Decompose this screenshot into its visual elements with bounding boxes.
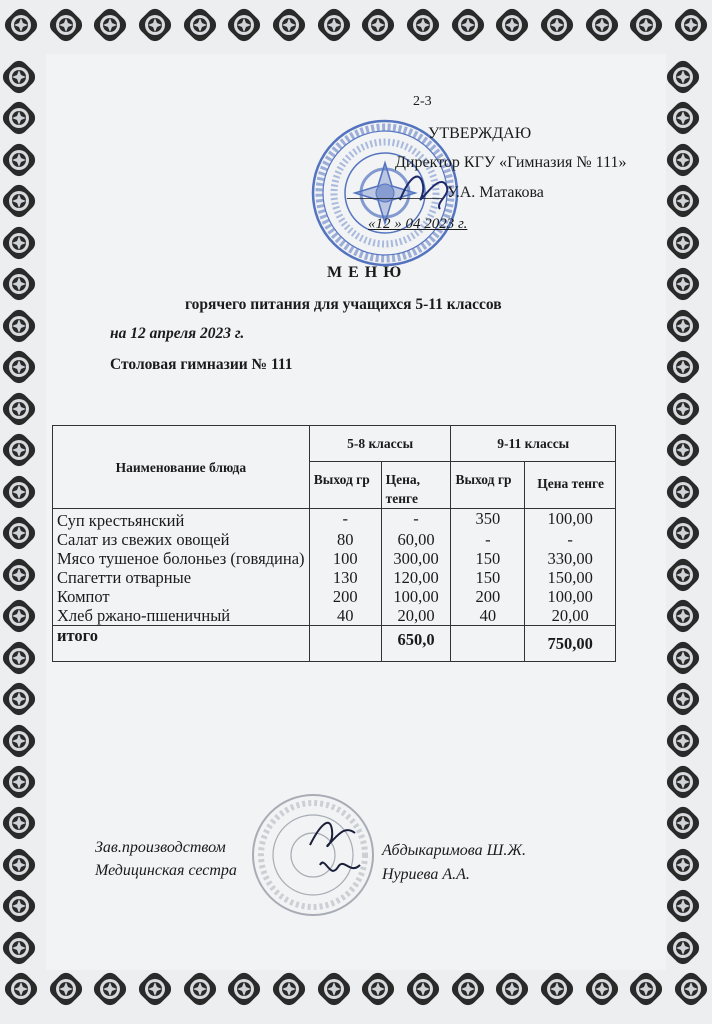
- handwritten-signature-icon: [395, 165, 455, 215]
- dish-a-yield: -: [309, 509, 381, 531]
- dish-b-yield: 350: [451, 509, 525, 531]
- flower-ornament-icon: [406, 8, 440, 42]
- dish-b-price: 20,00: [525, 606, 616, 626]
- dish-a-price: 120,00: [381, 568, 451, 587]
- flower-ornament-icon: [2, 184, 36, 218]
- role-production-manager: Зав.производством: [95, 839, 226, 856]
- dish-b-price: -: [525, 530, 616, 549]
- dish-a-price: 60,00: [381, 530, 451, 549]
- dish-b-price: 100,00: [525, 587, 616, 606]
- flower-ornament-icon: [2, 475, 36, 509]
- table-row: [53, 587, 616, 606]
- dish-a-yield: 200: [309, 587, 381, 606]
- flower-ornament-icon: [272, 8, 306, 42]
- flower-ornament-icon: [2, 350, 36, 384]
- dish-a-price: 100,00: [381, 587, 451, 606]
- role-nurse: Медицинская сестра: [95, 862, 237, 879]
- flower-ornament-icon: [585, 8, 619, 42]
- flower-ornament-icon: [2, 309, 36, 343]
- dish-b-yield: 40: [451, 606, 525, 626]
- flower-ornament-icon: [495, 8, 529, 42]
- menu-date: на 12 апреля 2023 г.: [110, 325, 245, 342]
- flower-ornament-icon: [93, 972, 127, 1006]
- handwritten-signature-bottom-icon: [300, 805, 370, 895]
- flower-ornament-icon: [666, 433, 700, 467]
- flower-ornament-icon: [183, 972, 217, 1006]
- flower-ornament-icon: [361, 972, 395, 1006]
- table-row: [53, 509, 616, 531]
- dish-name: Компот: [53, 587, 310, 606]
- flower-ornament-icon: [227, 8, 261, 42]
- flower-ornament-icon: [4, 8, 38, 42]
- flower-ornament-icon: [93, 8, 127, 42]
- total-label: итого: [53, 626, 310, 662]
- flower-ornament-icon: [674, 8, 708, 42]
- flower-ornament-icon: [2, 641, 36, 675]
- flower-ornament-icon: [2, 724, 36, 758]
- dish-b-price: 330,00: [525, 549, 616, 568]
- total-b: 750,00: [525, 626, 616, 662]
- flower-ornament-icon: [666, 848, 700, 882]
- header-group-5-8: 5-8 классы: [309, 426, 451, 462]
- flower-ornament-icon: [666, 184, 700, 218]
- flower-ornament-icon: [666, 682, 700, 716]
- border-right: [666, 60, 712, 965]
- dish-name: Мясо тушеное болоньез (говядина): [53, 549, 310, 568]
- flower-ornament-icon: [2, 682, 36, 716]
- menu-rows: [53, 509, 616, 662]
- flower-ornament-icon: [2, 60, 36, 94]
- flower-ornament-icon: [666, 765, 700, 799]
- flower-ornament-icon: [2, 516, 36, 550]
- canteen-name: Столовая гимназии № 111: [110, 356, 293, 373]
- flower-ornament-icon: [666, 516, 700, 550]
- menu-title: М Е Н Ю: [327, 264, 403, 281]
- border-top: [0, 8, 712, 54]
- flower-ornament-icon: [451, 972, 485, 1006]
- flower-ornament-icon: [2, 392, 36, 426]
- page-marker: 2-3: [413, 94, 432, 109]
- flower-ornament-icon: [666, 392, 700, 426]
- flower-ornament-icon: [666, 309, 700, 343]
- flower-ornament-icon: [666, 60, 700, 94]
- dish-a-yield: 130: [309, 568, 381, 587]
- dish-b-price: 150,00: [525, 568, 616, 587]
- dish-name: Спагетти отварные: [53, 568, 310, 587]
- header-b-yield: Выход гр: [451, 462, 525, 509]
- flower-ornament-icon: [666, 931, 700, 965]
- header-b-price: Цена тенге: [525, 462, 616, 509]
- flower-ornament-icon: [629, 972, 663, 1006]
- total-empty-b: [451, 626, 525, 662]
- header-a-yield: Выход гр: [309, 462, 381, 509]
- dish-b-yield: -: [451, 530, 525, 549]
- name-nurse: Нуриева А.А.: [382, 866, 470, 883]
- flower-ornament-icon: [540, 8, 574, 42]
- dish-a-price: 300,00: [381, 549, 451, 568]
- dish-a-yield: 100: [309, 549, 381, 568]
- dish-name: Хлеб ржано-пшеничный: [53, 606, 310, 626]
- flower-ornament-icon: [666, 599, 700, 633]
- dish-name: Салат из свежих овощей: [53, 530, 310, 549]
- table-row: [53, 568, 616, 587]
- flower-ornament-icon: [666, 806, 700, 840]
- table-row: [53, 606, 616, 626]
- flower-ornament-icon: [666, 475, 700, 509]
- total-a: 650,0: [381, 626, 451, 662]
- flower-ornament-icon: [674, 972, 708, 1006]
- flower-ornament-icon: [540, 972, 574, 1006]
- header-group-9-11: 9-11 классы: [451, 426, 616, 462]
- total-empty-a: [309, 626, 381, 662]
- dish-b-price: 100,00: [525, 509, 616, 531]
- dish-a-yield: 80: [309, 530, 381, 549]
- flower-ornament-icon: [138, 972, 172, 1006]
- header-dish-name: Наименование блюда: [53, 426, 310, 509]
- table-row: [53, 549, 616, 568]
- flower-ornament-icon: [666, 889, 700, 923]
- flower-ornament-icon: [2, 433, 36, 467]
- flower-ornament-icon: [666, 558, 700, 592]
- flower-ornament-icon: [666, 350, 700, 384]
- flower-ornament-icon: [666, 267, 700, 301]
- dish-b-yield: 150: [451, 568, 525, 587]
- flower-ornament-icon: [629, 8, 663, 42]
- name-production-manager: Абдыкаримова Ш.Ж.: [382, 842, 526, 859]
- approval-date: «12 » 04 2023 г.: [368, 216, 468, 232]
- flower-ornament-icon: [2, 558, 36, 592]
- flower-ornament-icon: [272, 972, 306, 1006]
- flower-ornament-icon: [361, 8, 395, 42]
- flower-ornament-icon: [585, 972, 619, 1006]
- flower-ornament-icon: [2, 143, 36, 177]
- flower-ornament-icon: [495, 972, 529, 1006]
- header-a-price: Цена, тенге: [381, 462, 451, 509]
- flower-ornament-icon: [317, 972, 351, 1006]
- flower-ornament-icon: [4, 972, 38, 1006]
- flower-ornament-icon: [2, 806, 36, 840]
- menu-subtitle: горячего питания для учащихся 5-11 классов: [185, 296, 502, 313]
- dish-b-yield: 200: [451, 587, 525, 606]
- flower-ornament-icon: [183, 8, 217, 42]
- flower-ornament-icon: [406, 972, 440, 1006]
- flower-ornament-icon: [2, 226, 36, 260]
- flower-ornament-icon: [666, 226, 700, 260]
- flower-ornament-icon: [2, 101, 36, 135]
- dish-a-yield: 40: [309, 606, 381, 626]
- flower-ornament-icon: [49, 972, 83, 1006]
- flower-ornament-icon: [2, 848, 36, 882]
- flower-ornament-icon: [2, 889, 36, 923]
- flower-ornament-icon: [2, 765, 36, 799]
- dish-b-yield: 150: [451, 549, 525, 568]
- approve-label: УТВЕРЖДАЮ: [428, 125, 532, 142]
- dish-a-price: 20,00: [381, 606, 451, 626]
- border-bottom: [0, 972, 712, 1018]
- flower-ornament-icon: [666, 101, 700, 135]
- flower-ornament-icon: [49, 8, 83, 42]
- director-signature-line: ____________ У.А. Матакова: [347, 184, 544, 201]
- director-title: Директор КГУ «Гимназия № 111»: [395, 154, 627, 171]
- dish-a-price: -: [381, 509, 451, 531]
- flower-ornament-icon: [666, 641, 700, 675]
- flower-ornament-icon: [666, 724, 700, 758]
- flower-ornament-icon: [227, 972, 261, 1006]
- menu-table: [52, 425, 616, 662]
- flower-ornament-icon: [2, 267, 36, 301]
- total-row: [53, 626, 616, 662]
- table-row: [53, 530, 616, 549]
- flower-ornament-icon: [666, 143, 700, 177]
- border-left: [2, 60, 48, 965]
- flower-ornament-icon: [451, 8, 485, 42]
- flower-ornament-icon: [2, 599, 36, 633]
- flower-ornament-icon: [317, 8, 351, 42]
- dish-name: Суп крестьянский: [53, 509, 310, 531]
- flower-ornament-icon: [138, 8, 172, 42]
- flower-ornament-icon: [2, 931, 36, 965]
